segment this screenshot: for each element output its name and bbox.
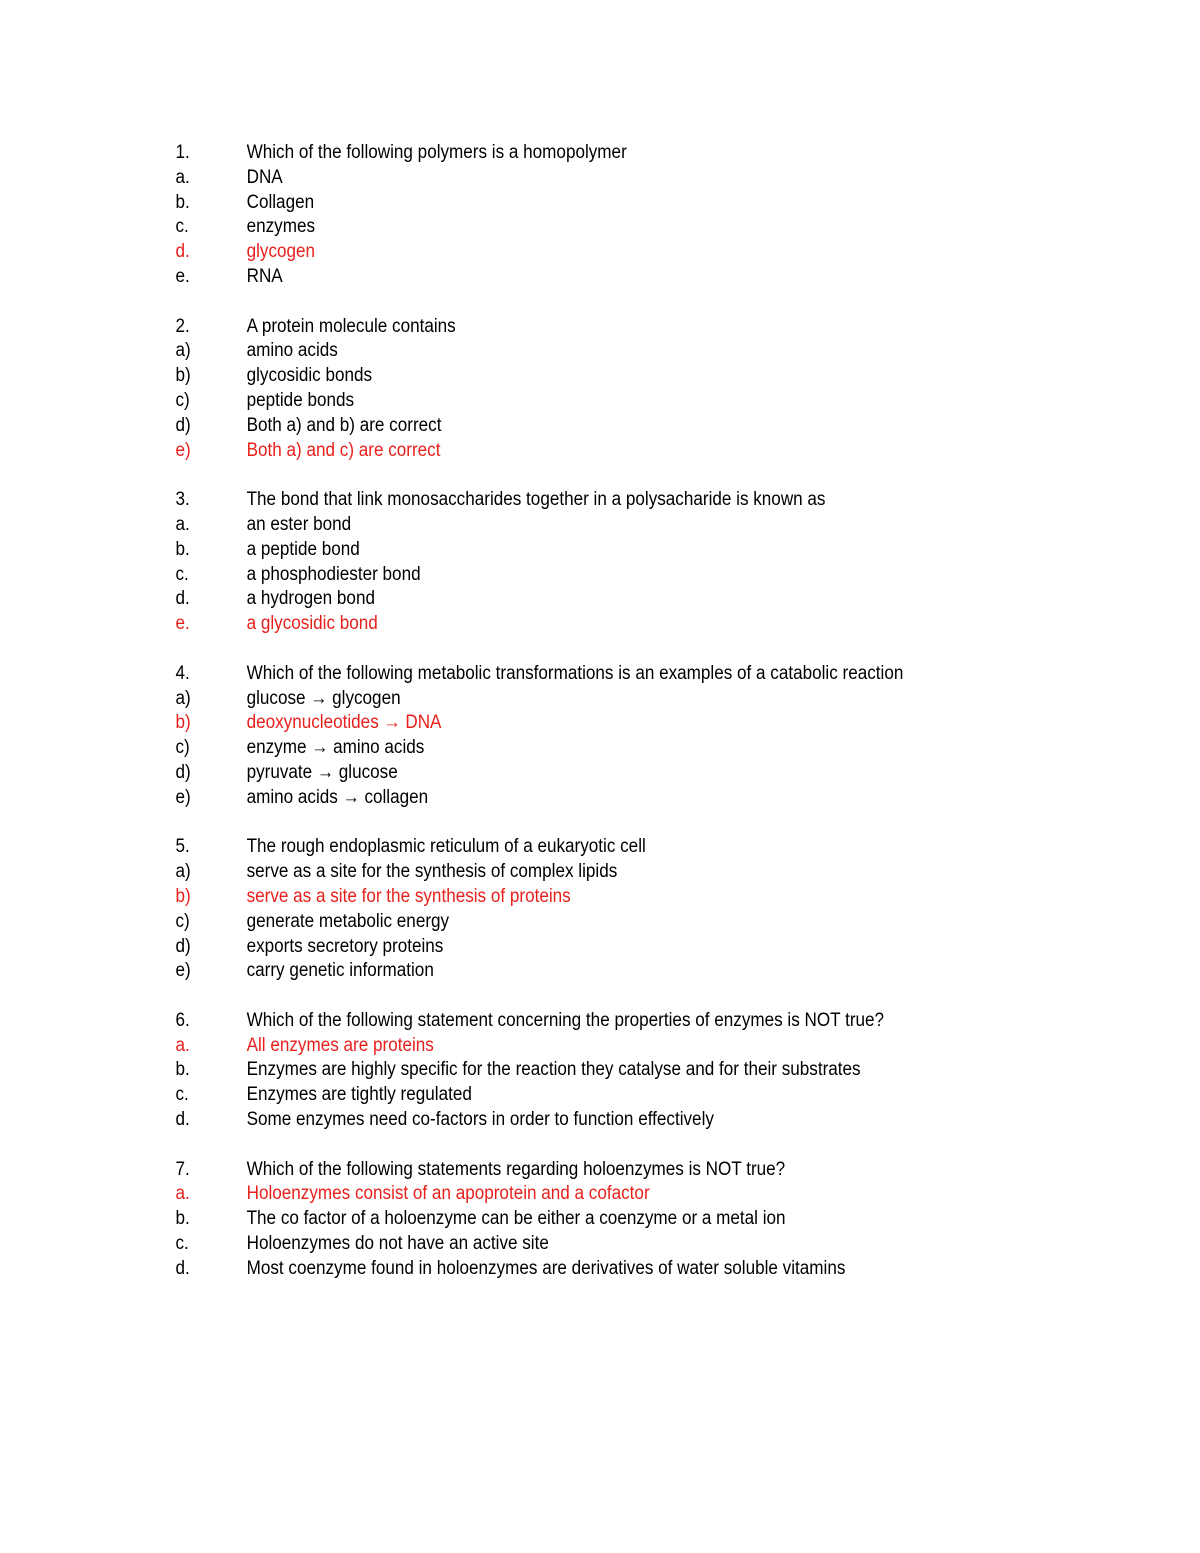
- option-text: DNA: [246, 166, 283, 188]
- option-label: a.: [175, 1183, 190, 1205]
- option-text: exports secretory proteins: [246, 935, 444, 957]
- answer-option: [0, 364, 1080, 389]
- option-text: Enzymes are highly specific for the reaction they catalyse and for their substrates: [246, 1059, 861, 1081]
- option-text: Holoenzymes consist of an apoprotein and a cofactor: [246, 1183, 650, 1205]
- option-label: b.: [175, 1208, 190, 1230]
- answer-option-correct: [0, 612, 1080, 637]
- answer-option-correct: [0, 1034, 1080, 1059]
- answer-option: [0, 1207, 1080, 1232]
- option-text: carry genetic information: [246, 960, 434, 982]
- option-text: deoxynucleotides → DNA: [246, 712, 442, 734]
- quiz-document: [0, 141, 1200, 1306]
- option-text: Holoenzymes do not have an active site: [246, 1233, 549, 1255]
- option-label: e): [175, 439, 191, 461]
- option-label: a.: [175, 166, 190, 188]
- option-label: d.: [175, 1257, 190, 1279]
- answer-option-correct: [0, 711, 1080, 736]
- question-stem: [0, 488, 1080, 513]
- question-text: Which of the following metabolic transformations is an examples of a catabolic reaction: [246, 662, 904, 684]
- answer-option: [0, 265, 1080, 290]
- option-text: Both a) and c) are correct: [246, 439, 441, 461]
- answer-option: [0, 1257, 1080, 1282]
- option-label: e): [175, 960, 191, 982]
- option-label: b): [175, 365, 191, 387]
- answer-option-correct: [0, 240, 1080, 265]
- answer-option: [0, 736, 1080, 761]
- answer-option: [0, 959, 1080, 984]
- option-label: d): [175, 761, 191, 783]
- question-stem: [0, 835, 1080, 860]
- question-2: [0, 315, 1200, 464]
- option-label: c.: [175, 563, 189, 585]
- option-text: The co factor of a holoenzyme can be either a coenzyme or a metal ion: [246, 1208, 786, 1230]
- option-text: a peptide bond: [246, 538, 360, 560]
- answer-option: [0, 1083, 1080, 1108]
- question-text: A protein molecule contains: [246, 315, 456, 337]
- answer-option: [0, 1108, 1080, 1133]
- question-6: [0, 1009, 1200, 1133]
- answer-option: [0, 215, 1080, 240]
- answer-option: [0, 166, 1080, 191]
- question-number: 4.: [175, 662, 190, 684]
- option-label: b.: [175, 538, 190, 560]
- answer-option: [0, 860, 1080, 885]
- option-text: Most coenzyme found in holoenzymes are derivatives of water soluble vitamins: [246, 1257, 846, 1279]
- question-number: 6.: [175, 1009, 190, 1031]
- option-label: a.: [175, 513, 190, 535]
- question-text: The bond that link monosaccharides together in a polysacharide is known as: [246, 489, 826, 511]
- option-text: pyruvate → glucose: [246, 761, 398, 783]
- option-label: e.: [175, 265, 190, 287]
- option-label: c): [175, 737, 190, 759]
- answer-option: [0, 786, 1080, 811]
- option-text: serve as a site for the synthesis of proteins: [246, 885, 571, 907]
- option-label: d): [175, 935, 191, 957]
- answer-option: [0, 538, 1080, 563]
- option-text: amino acids: [246, 340, 338, 362]
- option-text: generate metabolic energy: [246, 910, 450, 932]
- question-1: [0, 141, 1200, 290]
- question-text: Which of the following statement concerning the properties of enzymes is NOT true?: [246, 1009, 885, 1031]
- question-3: [0, 488, 1200, 637]
- option-label: d.: [175, 241, 190, 263]
- option-text: peptide bonds: [246, 389, 355, 411]
- option-text: amino acids → collagen: [246, 786, 429, 808]
- option-label: b.: [175, 1059, 190, 1081]
- answer-option: [0, 191, 1080, 216]
- question-number: 1.: [175, 142, 190, 163]
- question-number: 3.: [175, 489, 190, 511]
- option-label: a): [175, 861, 191, 883]
- answer-option: [0, 935, 1080, 960]
- question-stem: [0, 141, 1080, 166]
- option-label: b): [175, 885, 191, 907]
- question-stem: [0, 1009, 1080, 1034]
- answer-option: [0, 687, 1080, 712]
- option-label: c.: [175, 216, 189, 238]
- answer-option: [0, 1058, 1080, 1083]
- option-label: c): [175, 389, 190, 411]
- answer-option-correct: [0, 1182, 1080, 1207]
- option-text: Enzymes are tightly regulated: [246, 1084, 472, 1106]
- answer-option: [0, 587, 1080, 612]
- option-text: Some enzymes need co-factors in order to function effectively: [246, 1109, 714, 1131]
- option-text: glucose → glycogen: [246, 687, 401, 709]
- answer-option: [0, 761, 1080, 786]
- question-stem: [0, 662, 1080, 687]
- option-text: a phosphodiester bond: [246, 563, 421, 585]
- question-number: 2.: [175, 315, 190, 337]
- option-text: a glycosidic bond: [246, 613, 378, 635]
- option-text: enzyme → amino acids: [246, 737, 425, 759]
- answer-option: [0, 389, 1080, 414]
- option-text: Both a) and b) are correct: [246, 414, 442, 436]
- option-text: a hydrogen bond: [246, 588, 375, 610]
- option-text: Collagen: [246, 191, 315, 213]
- question-text: Which of the following polymers is a homopolymer: [246, 142, 627, 163]
- question-text: Which of the following statements regarding holoenzymes is NOT true?: [246, 1158, 786, 1180]
- question-number: 7.: [175, 1158, 190, 1180]
- option-label: a.: [175, 1034, 190, 1056]
- option-text: an ester bond: [246, 513, 352, 535]
- question-7: [0, 1158, 1200, 1282]
- question-4: [0, 662, 1200, 811]
- question-text: The rough endoplasmic reticulum of a eukaryotic cell: [246, 836, 646, 858]
- option-label: b.: [175, 191, 190, 213]
- answer-option: [0, 414, 1080, 439]
- option-label: d.: [175, 1109, 190, 1131]
- option-label: c): [175, 910, 190, 932]
- option-text: glycogen: [246, 241, 316, 263]
- answer-option: [0, 563, 1080, 588]
- answer-option: [0, 910, 1080, 935]
- answer-option-correct: [0, 885, 1080, 910]
- option-label: e): [175, 786, 191, 808]
- answer-option: [0, 513, 1080, 538]
- answer-option: [0, 339, 1080, 364]
- option-label: a): [175, 340, 191, 362]
- option-text: RNA: [246, 265, 283, 287]
- question-number: 5.: [175, 836, 190, 858]
- question-stem: [0, 315, 1080, 340]
- option-label: d.: [175, 588, 190, 610]
- option-label: c.: [175, 1233, 189, 1255]
- answer-option-correct: [0, 439, 1080, 464]
- option-label: d): [175, 414, 191, 436]
- option-text: All enzymes are proteins: [246, 1034, 434, 1056]
- option-text: glycosidic bonds: [246, 365, 373, 387]
- option-text: enzymes: [246, 216, 316, 238]
- option-label: a): [175, 687, 191, 709]
- option-label: b): [175, 712, 191, 734]
- option-label: c.: [175, 1084, 189, 1106]
- question-5: [0, 835, 1200, 984]
- option-label: e.: [175, 613, 190, 635]
- answer-option: [0, 1232, 1080, 1257]
- option-text: serve as a site for the synthesis of complex lipids: [246, 861, 618, 883]
- question-stem: [0, 1158, 1080, 1183]
